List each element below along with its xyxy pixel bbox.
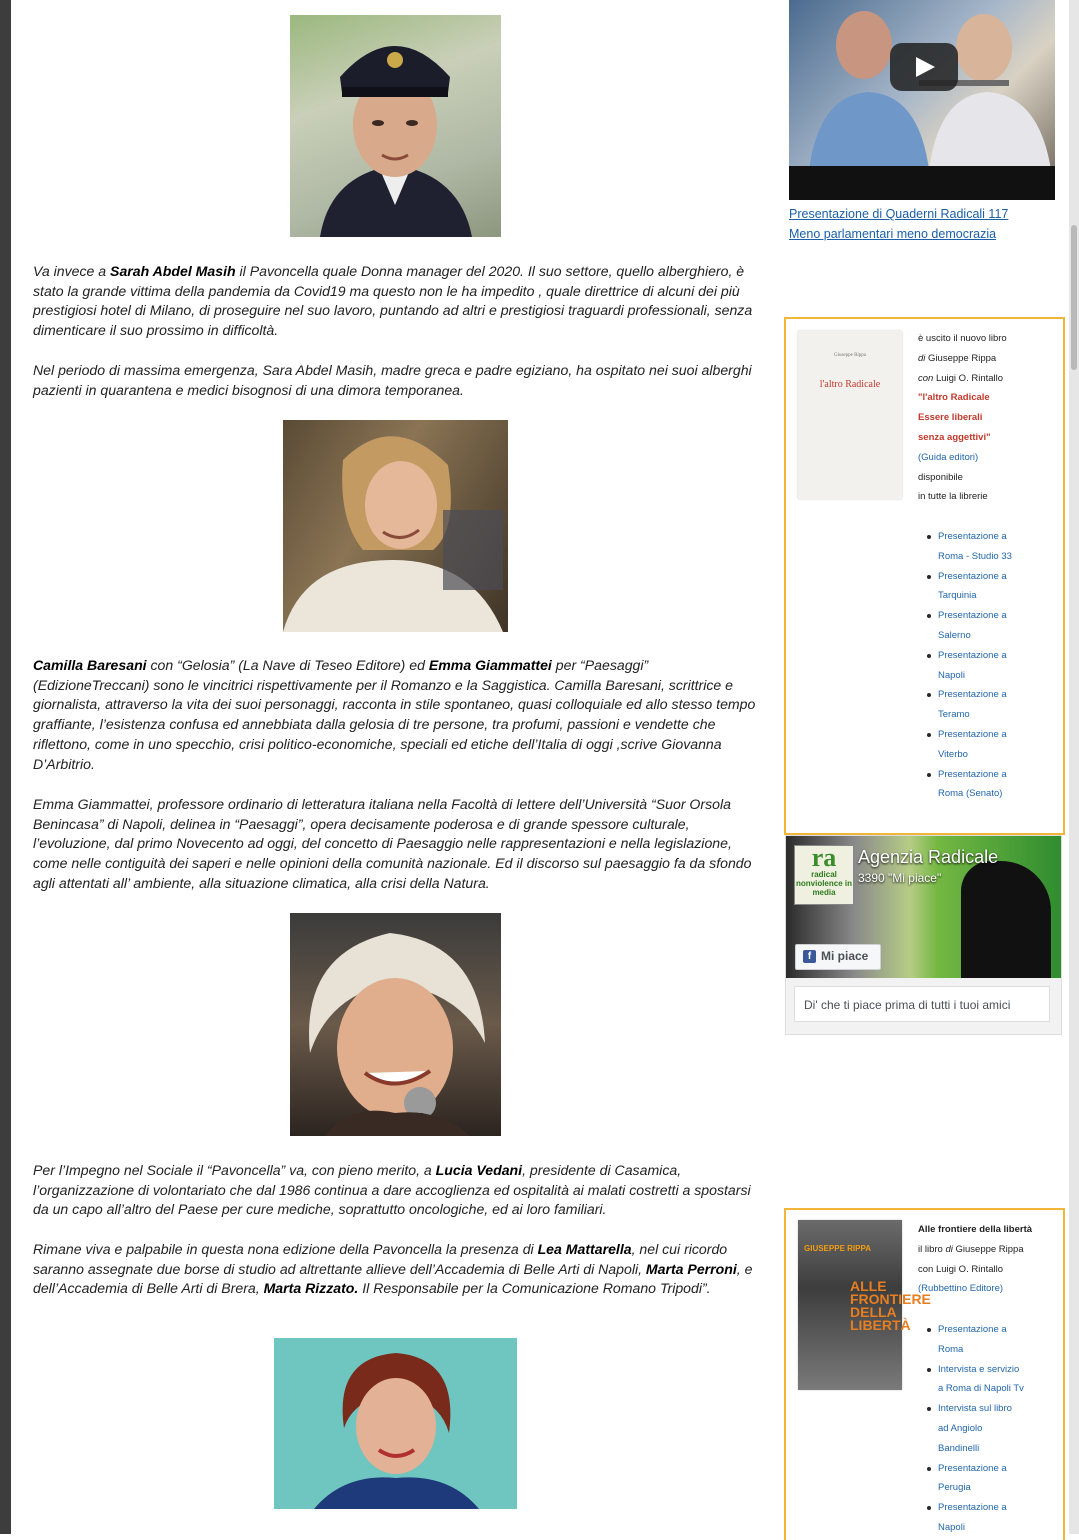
book-cover-title: ALLE FRONTIERE DELLA LIBERTÀ <box>850 1278 931 1333</box>
book2-events-list <box>938 1320 1024 1538</box>
bold-name: Marta Rizzato. <box>263 1280 359 1297</box>
event-link[interactable] <box>938 1498 1024 1538</box>
book-info <box>918 329 1007 507</box>
bold-name: Camilla Baresani <box>33 657 147 673</box>
book-cover-altro-radicale[interactable] <box>798 331 902 499</box>
bullet-icon <box>927 575 931 579</box>
book-availability-1: disponibile <box>918 471 963 483</box>
book-coauthor-line: con Luigi O. Rintallo <box>918 372 1004 384</box>
text-run: Nel periodo di massima emergenza, Sara Abdel Masih, madre greca e padre egiziano, ha ospitato nei suoi alberghi pazienti in quarantena e medici bisognosi di una dimora temporanea. <box>33 362 752 398</box>
event-link-text[interactable]: Tarquinia <box>938 590 977 602</box>
event-link-text[interactable]: a Roma di Napoli Tv <box>938 1383 1024 1395</box>
event-link[interactable] <box>938 1399 1024 1458</box>
paragraph-lucia-vedani <box>33 1161 768 1220</box>
book-promo-altro-radicale <box>784 317 1065 835</box>
event-link-text[interactable]: Presentazione a <box>938 570 1007 582</box>
book2-info <box>918 1220 1032 1299</box>
paragraph-baresani-giammattei <box>33 656 768 774</box>
event-link[interactable] <box>938 527 1012 567</box>
vertical-scrollbar[interactable] <box>1069 0 1079 1534</box>
text-run: il Pavoncella quale Donna manager del 2020. Il suo settore, quello alberghiero, è stato la grande vittima della pandemia da Covid19 ma questo non le ha impedito , quale direttrice di alcuni dei più prestigiosi hotel di Milano, di proseguire nel suo lavoro, puntando ad altri e prestigiosi traguardi professionali, senza dimenticare il suo prossimo in difficoltà. <box>33 263 753 339</box>
link-meno-parlamentari[interactable]: Meno parlamentari meno democrazia <box>789 227 997 241</box>
scrollbar-thumb[interactable] <box>1071 225 1077 370</box>
event-link-text[interactable]: Presentazione a <box>938 1462 1007 1474</box>
bullet-icon <box>927 733 931 737</box>
book-title-line-1: "l'altro Radicale <box>918 392 990 404</box>
bullet-icon <box>927 614 931 618</box>
cover-logo-shape <box>961 861 1051 978</box>
book2-coauthor-line: con Luigi O. Rintallo <box>918 1263 1004 1275</box>
book2-heading: Alle frontiere della libertà <box>918 1224 1033 1235</box>
facebook-like-button[interactable] <box>795 944 881 970</box>
event-link-text[interactable]: Napoli <box>938 1521 965 1533</box>
text-run: Il Responsabile per la Comunicazione Romano Tripodi”. <box>358 1280 711 1297</box>
book2-author-line: il libro di Giuseppe Rippa <box>918 1243 1024 1255</box>
event-link-text[interactable]: Presentazione a <box>938 689 1007 701</box>
bold-name: Lucia Vedani <box>435 1162 523 1178</box>
event-link-text[interactable]: Presentazione a <box>938 768 1007 780</box>
bullet-icon <box>927 693 931 697</box>
event-link[interactable] <box>938 765 1012 805</box>
book-cover-frontiere-liberta[interactable] <box>798 1220 931 1390</box>
link-quaderni-radicali-117[interactable]: Presentazione di Quaderni Radicali 117 <box>789 207 1009 221</box>
paragraph-paesaggi <box>33 795 768 894</box>
left-edge-bar <box>0 0 11 1534</box>
event-link-text[interactable]: Roma (Senato) <box>938 788 1003 800</box>
text-run: , nel cui ricordo saranno assegnate due borse di studio ad altrettante allieve dell’Accademia di Belle Arti di Napoli, <box>33 1241 728 1277</box>
book-author-line: di Giuseppe Rippa <box>918 352 997 364</box>
bold-name: Emma Giammattei <box>428 657 552 673</box>
event-link-text[interactable]: Teramo <box>938 709 970 721</box>
paragraph-emergency-hosting <box>33 361 768 400</box>
paragraph-lea-mattarella <box>33 1240 768 1299</box>
book2-publisher-link[interactable]: (Rubbettino Editore) <box>918 1283 1004 1295</box>
event-link[interactable] <box>938 646 1012 686</box>
facebook-like-count: 3390 "Mi piace" <box>858 871 942 885</box>
text-run: , presidente di Casamica, l’organizzazione di volontariato che dal 1986 continua a dare accoglienza ed ospitalità ai malati costretti a spostarsi da un capo all’altro del Paese per cure mediche, soprattutto oncologiche, ed ai loro familiari. <box>33 1162 751 1218</box>
bullet-icon <box>927 535 931 539</box>
bold-name: Lea Mattarella <box>537 1241 632 1257</box>
photo-lucia-vedani <box>274 1338 517 1509</box>
text-run: Va invece a <box>33 263 111 279</box>
facebook-page-name[interactable]: Agenzia Radicale <box>858 847 999 867</box>
bullet-icon <box>927 1407 931 1411</box>
event-link-text[interactable]: Viterbo <box>938 748 968 760</box>
event-link-text[interactable]: Roma - Studio 33 <box>938 550 1012 562</box>
text-run: , e dell’Accademia di Belle Arti di Brera, <box>33 1260 753 1297</box>
bullet-icon <box>927 773 931 777</box>
event-link[interactable] <box>938 725 1012 765</box>
event-link-text[interactable]: Presentazione a <box>938 649 1007 661</box>
bullet-icon <box>927 1328 931 1332</box>
event-link-text[interactable]: ad Angiolo <box>938 1422 983 1434</box>
event-link[interactable] <box>938 1360 1024 1400</box>
book-cover-author: Giuseppe Rippa <box>833 353 867 358</box>
book-announcement: è uscito il nuovo libro <box>918 333 1007 344</box>
event-link-text[interactable]: Presentazione a <box>938 728 1007 740</box>
facebook-friends-prompt: Di' che ti piace prima di tutti i tuoi amici <box>794 986 1050 1022</box>
photo-carabinieri-officer <box>290 15 501 237</box>
book-cover-author: GIUSEPPE RIPPA <box>804 1244 871 1253</box>
book-title-line-3: senza aggettivi" <box>918 431 991 443</box>
text-run: Rimane viva e palpabile in questa nona edizione della Pavoncella la presenza di <box>33 1241 538 1257</box>
photo-woman-with-microphone <box>290 913 501 1136</box>
book1-events-list <box>938 527 1012 804</box>
event-link-text[interactable]: Perugia <box>938 1482 971 1494</box>
event-link-text[interactable]: Presentazione a <box>938 531 1007 542</box>
event-link-text[interactable]: Roma <box>938 1343 964 1355</box>
facebook-icon: f <box>803 950 816 963</box>
event-link[interactable] <box>938 1459 1024 1499</box>
photo-sarah-abdel-masih <box>283 420 508 632</box>
bold-name: Marta Perroni <box>645 1260 737 1277</box>
event-link-text[interactable]: Salerno <box>938 629 971 641</box>
event-link[interactable] <box>938 567 1012 607</box>
bullet-icon <box>927 1506 931 1510</box>
agenzia-radicale-logo[interactable]: ra radical nonviolence in media <box>794 845 854 905</box>
event-link-text[interactable]: Intervista sul libro <box>938 1403 1012 1415</box>
book-cover-title: l'altro Radicale <box>819 379 881 390</box>
bullet-icon <box>927 654 931 658</box>
play-button[interactable] <box>890 43 958 91</box>
event-link-text[interactable]: Presentazione a <box>938 1324 1007 1335</box>
video-player[interactable] <box>789 0 1055 200</box>
book-promo-frontiere-liberta <box>784 1208 1065 1540</box>
like-button-label: Mi piace <box>821 949 869 963</box>
text-run: con “Gelosia” (La Nave di Teseo Editore) ed <box>146 657 429 673</box>
facebook-page-widget <box>785 835 1062 1035</box>
text-run: Emma Giammattei, professore ordinario di letteratura italiana nella Facoltà di lettere dell’Università “Suor Orsola Benincasa” di Napoli, delinea in “Paesaggi”, opera decisamente poderosa e di grande spessore culturale, l’evoluzione, dal primo Novecento ad oggi, del concetto di Paesaggio nelle rappresentazioni e nella legislazione, come nelle contiguità dei saperi e nelle opinioni della comunità nazionale. Ed il discorso sul paesaggio fa da sfondo agli attentati all’ ambiente, alla situazione climatica, alla crisi della Natura. <box>33 796 752 891</box>
book-title-line-2: Essere liberali <box>918 412 983 424</box>
event-link[interactable] <box>938 1320 1024 1360</box>
bullet-icon <box>927 1368 931 1372</box>
video-controls-bar <box>789 166 1055 200</box>
bold-name: Sarah Abdel Masih <box>110 263 236 279</box>
event-link-text[interactable]: Presentazione a <box>938 610 1007 622</box>
event-link-text[interactable]: Intervista e servizio <box>938 1363 1020 1375</box>
bullet-icon <box>927 1467 931 1471</box>
event-link[interactable] <box>938 685 1012 725</box>
book-availability-2: in tutte la librerie <box>918 491 988 503</box>
event-link-text[interactable]: Presentazione a <box>938 1502 1007 1514</box>
event-link[interactable] <box>938 606 1012 646</box>
text-run: Per l’Impegno nel Sociale il “Pavoncella” va, con pieno merito, a <box>33 1162 436 1178</box>
book-publisher-link[interactable]: (Guida editori) <box>918 451 979 463</box>
facebook-cover-image[interactable] <box>786 836 1061 978</box>
event-link-text[interactable]: Bandinelli <box>938 1442 980 1454</box>
paragraph-sarah-abdel-masih <box>33 262 768 341</box>
event-link-text[interactable]: Napoli <box>938 669 965 681</box>
text-run: per “Paesaggi” (EdizioneTreccani) sono le vincitrici rispettivamente per il Romanzo e la Saggistica. Camilla Baresani, scrittrice e giornalista, attraverso la vita dei suoi personaggi, racconta in stile spontaneo, quasi colloquiale ed allo stesso tempo graffiante, l’esistenza confusa ed annebbiata dalla gelosia di tre persone, tra profumi, passioni e vendette che riflettono, come in uno specchio, crisi politico-economiche, speciali ed etiche dell’Italia di oggi ,scrive Giovanna D’Arbitrio. <box>33 657 756 772</box>
